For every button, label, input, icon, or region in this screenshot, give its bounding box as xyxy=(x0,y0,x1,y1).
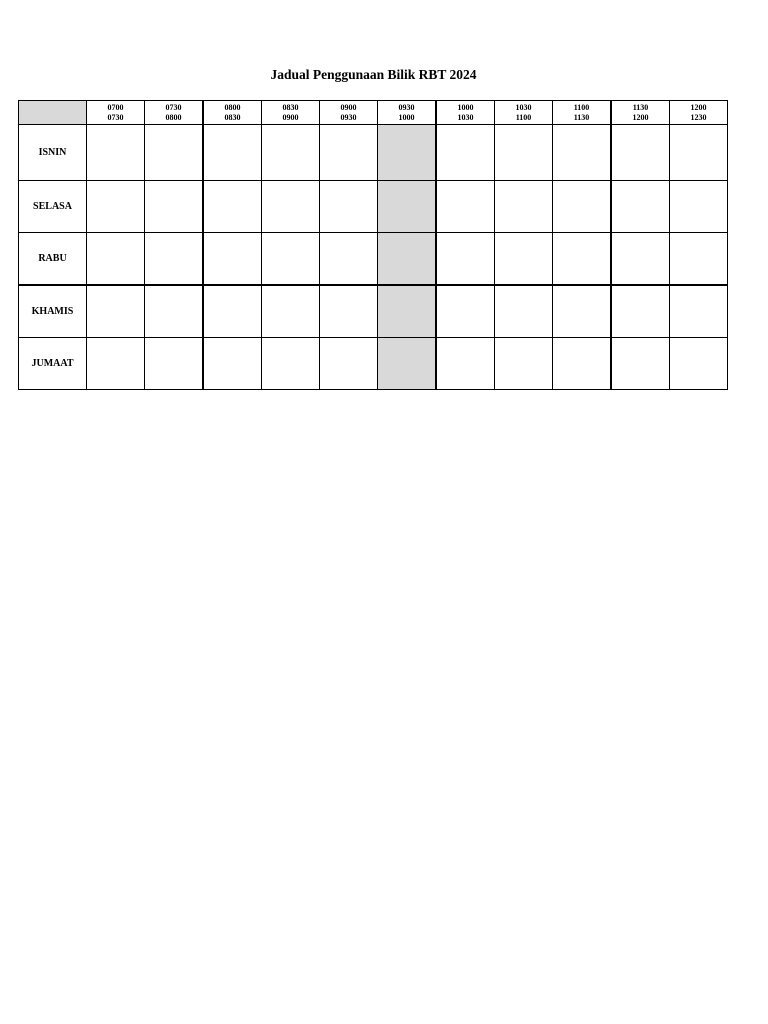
slot-cell[interactable] xyxy=(87,285,145,338)
slot-cell[interactable] xyxy=(436,338,495,390)
slot-cell[interactable] xyxy=(203,125,262,181)
slot-cell[interactable] xyxy=(553,338,612,390)
slot-cell[interactable] xyxy=(87,181,145,233)
time-header xyxy=(670,101,728,125)
time-start: 0830 xyxy=(282,102,299,112)
time-header xyxy=(145,101,204,125)
time-end: 1000 xyxy=(398,112,415,122)
time-header xyxy=(436,101,495,125)
slot-cell[interactable] xyxy=(611,233,670,286)
slot-cell[interactable] xyxy=(495,181,553,233)
time-start: 0930 xyxy=(398,102,415,112)
slot-cell[interactable] xyxy=(203,285,262,338)
slot-cell[interactable] xyxy=(203,233,262,286)
slot-cell[interactable] xyxy=(611,338,670,390)
slot-cell[interactable] xyxy=(611,181,670,233)
slot-cell[interactable] xyxy=(87,125,145,181)
slot-cell[interactable] xyxy=(262,125,320,181)
slot-cell[interactable] xyxy=(436,285,495,338)
time-start: 1200 xyxy=(690,102,707,112)
day-row xyxy=(19,125,728,181)
header-row xyxy=(19,101,728,125)
time-end: 1230 xyxy=(690,112,707,122)
slot-cell-shaded[interactable] xyxy=(378,233,437,286)
time-header xyxy=(553,101,612,125)
day-row xyxy=(19,338,728,390)
slot-cell[interactable] xyxy=(145,338,204,390)
day-label: JUMAAT xyxy=(19,338,87,390)
time-end: 0830 xyxy=(224,112,241,122)
time-start: 1130 xyxy=(632,102,649,112)
slot-cell[interactable] xyxy=(320,285,378,338)
day-label: SELASA xyxy=(19,181,87,233)
slot-cell[interactable] xyxy=(320,181,378,233)
day-row xyxy=(19,181,728,233)
time-end: 0730 xyxy=(107,112,124,122)
day-row xyxy=(19,233,728,286)
slot-cell[interactable] xyxy=(320,125,378,181)
slot-cell[interactable] xyxy=(262,338,320,390)
slot-cell-shaded[interactable] xyxy=(378,181,437,233)
slot-cell[interactable] xyxy=(145,125,204,181)
slot-cell[interactable] xyxy=(145,181,204,233)
day-label: ISNIN xyxy=(19,125,87,181)
slot-cell[interactable] xyxy=(611,125,670,181)
slot-cell[interactable] xyxy=(611,285,670,338)
slot-cell[interactable] xyxy=(436,181,495,233)
time-start: 0730 xyxy=(165,102,182,112)
time-end: 1130 xyxy=(573,112,590,122)
slot-cell[interactable] xyxy=(670,285,728,338)
time-start: 1000 xyxy=(457,102,474,112)
time-header xyxy=(378,101,437,125)
slot-cell[interactable] xyxy=(320,338,378,390)
slot-cell[interactable] xyxy=(670,181,728,233)
document-title: Jadual Penggunaan Bilik RBT 2024 xyxy=(270,67,477,82)
slot-cell[interactable] xyxy=(145,233,204,286)
time-end: 1100 xyxy=(515,112,532,122)
slot-cell[interactable] xyxy=(436,233,495,286)
time-start: 0900 xyxy=(340,102,357,112)
slot-cell[interactable] xyxy=(203,338,262,390)
slot-cell[interactable] xyxy=(553,181,612,233)
slot-cell[interactable] xyxy=(87,338,145,390)
slot-cell[interactable] xyxy=(670,338,728,390)
time-header xyxy=(495,101,553,125)
slot-cell[interactable] xyxy=(262,233,320,286)
day-label: RABU xyxy=(19,233,87,286)
slot-cell[interactable] xyxy=(495,233,553,286)
slot-cell[interactable] xyxy=(87,233,145,286)
slot-cell[interactable] xyxy=(262,181,320,233)
slot-cell-shaded[interactable] xyxy=(378,338,437,390)
time-end: 0800 xyxy=(165,112,182,122)
slot-cell[interactable] xyxy=(495,285,553,338)
slot-cell[interactable] xyxy=(145,285,204,338)
slot-cell[interactable] xyxy=(670,125,728,181)
slot-cell[interactable] xyxy=(553,233,612,286)
schedule-table xyxy=(18,100,728,390)
slot-cell[interactable] xyxy=(436,125,495,181)
corner-cell xyxy=(19,101,87,125)
time-start: 1100 xyxy=(573,102,590,112)
slot-cell[interactable] xyxy=(553,125,612,181)
time-start: 0700 xyxy=(107,102,124,112)
slot-cell-shaded[interactable] xyxy=(378,125,437,181)
time-end: 0930 xyxy=(340,112,357,122)
time-header xyxy=(262,101,320,125)
time-header xyxy=(203,101,262,125)
time-header xyxy=(320,101,378,125)
time-end: 1200 xyxy=(632,112,649,122)
slot-cell[interactable] xyxy=(553,285,612,338)
slot-cell-shaded[interactable] xyxy=(378,285,437,338)
time-start: 1030 xyxy=(515,102,532,112)
slot-cell[interactable] xyxy=(320,233,378,286)
slot-cell[interactable] xyxy=(495,125,553,181)
day-label: KHAMIS xyxy=(19,285,87,338)
slot-cell[interactable] xyxy=(495,338,553,390)
time-start: 0800 xyxy=(224,102,241,112)
time-header xyxy=(611,101,670,125)
time-end: 0900 xyxy=(282,112,299,122)
day-row xyxy=(19,285,728,338)
time-end: 1030 xyxy=(457,112,474,122)
slot-cell[interactable] xyxy=(262,285,320,338)
slot-cell[interactable] xyxy=(670,233,728,286)
slot-cell[interactable] xyxy=(203,181,262,233)
time-header xyxy=(87,101,145,125)
